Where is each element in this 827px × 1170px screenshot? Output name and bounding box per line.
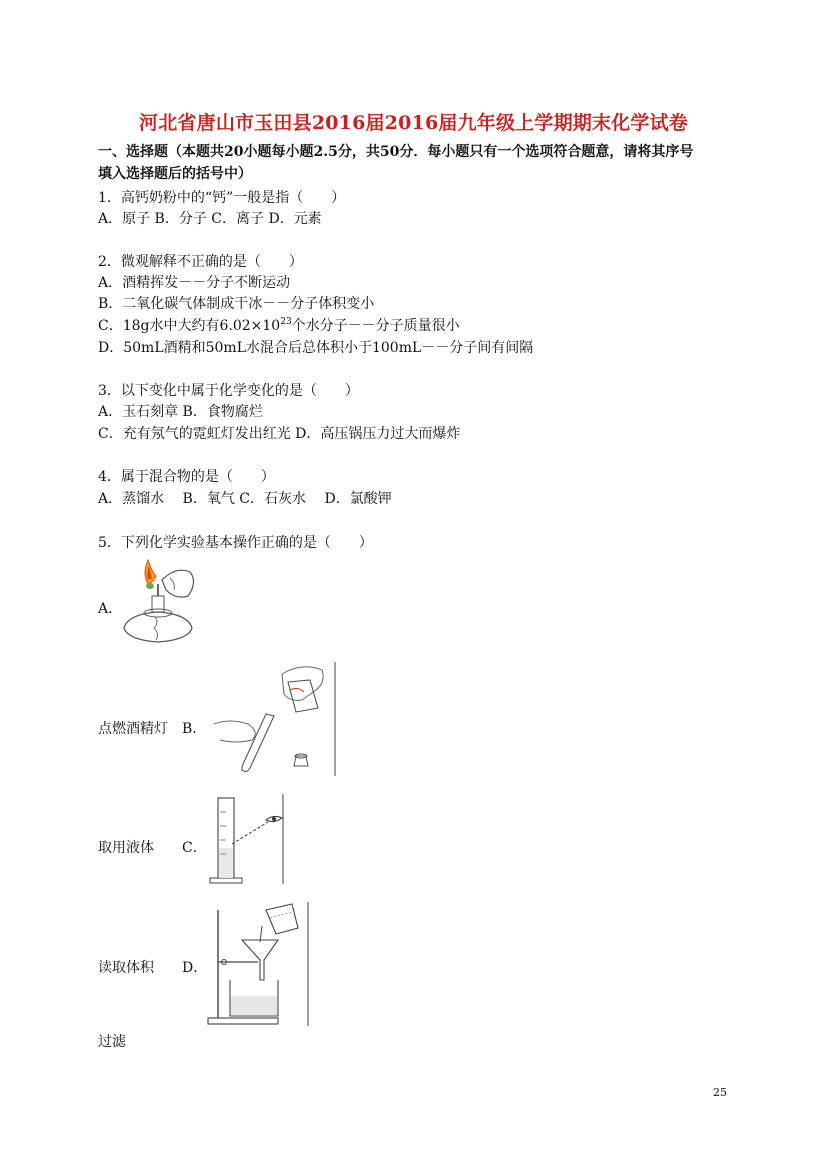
page-number: 25 xyxy=(713,1086,727,1099)
section-heading: 一、选择题（本题共20小题每小题2.5分，共50分．每小题只有一个选项符合题意，请将其序号 xyxy=(98,144,694,160)
q4-stem: 4．属于混合物的是（ ） xyxy=(98,469,275,485)
q1-stem: 1．高钙奶粉中的“钙”一般是指（ ） xyxy=(98,190,346,206)
q5-label-d: D． xyxy=(182,960,208,976)
section-heading-cont: 填入选择题后的括号中） xyxy=(98,166,252,182)
q3-stem: 3．以下变化中属于化学变化的是（ ） xyxy=(98,383,359,399)
q5-caption-a-text: 点燃酒精灯 xyxy=(98,721,168,737)
q3-options-cd: C．充有氖气的霓虹灯发出红光 D．高压锅压力过大而爆炸 xyxy=(98,426,461,442)
page-title: 河北省唐山市玉田县2016届2016届九年级上学期期末化学试卷 xyxy=(139,112,688,134)
q5-caption-d: 过滤 xyxy=(98,1034,126,1050)
pour-liquid-figure xyxy=(206,660,338,778)
q1-options: A．原子 B．分子 C．离子 D．元素 xyxy=(98,211,322,227)
q5-label-c: C． xyxy=(182,840,207,856)
q5-label-b: B． xyxy=(182,721,207,737)
q4-options: A．蒸馏水 B．氧气 C．石灰水 D．氯酸钾 xyxy=(98,491,392,507)
q2-c-post: 个水分子－－分子质量很小 xyxy=(291,318,460,334)
q5-caption-b-text: 取用液体 xyxy=(98,840,154,856)
q5-stem: 5．下列化学实验基本操作正确的是（ ） xyxy=(98,535,373,551)
q2-option-b: B．二氧化碳气体制成干冰－－分子体积变小 xyxy=(98,296,375,312)
q2-option-c xyxy=(98,316,460,338)
q5-caption-c-text: 读取体积 xyxy=(98,960,154,976)
filtration-figure xyxy=(206,900,310,1028)
q5-caption-a xyxy=(98,719,206,739)
alcohol-lamp-lighting-figure xyxy=(118,556,200,648)
q5-caption-b xyxy=(98,838,207,858)
q2-c-pre: C．18g水中大约有6.02×10 xyxy=(98,318,281,334)
q2-stem: 2．微观解释不正确的是（ ） xyxy=(98,254,303,270)
q2-option-a: A．酒精挥发－－分子不断运动 xyxy=(98,275,291,291)
q2-c-sup: 23 xyxy=(280,317,292,327)
read-volume-figure xyxy=(206,792,286,886)
q5-caption-c xyxy=(98,958,207,978)
q3-options-ab: A．玉石刻章 B．食物腐烂 xyxy=(98,404,263,420)
q2-option-d: D．50mL酒精和50mL水混合后总体积小于100mL－－分子间有间隔 xyxy=(98,340,534,356)
q5-label-a: A． xyxy=(98,601,123,617)
